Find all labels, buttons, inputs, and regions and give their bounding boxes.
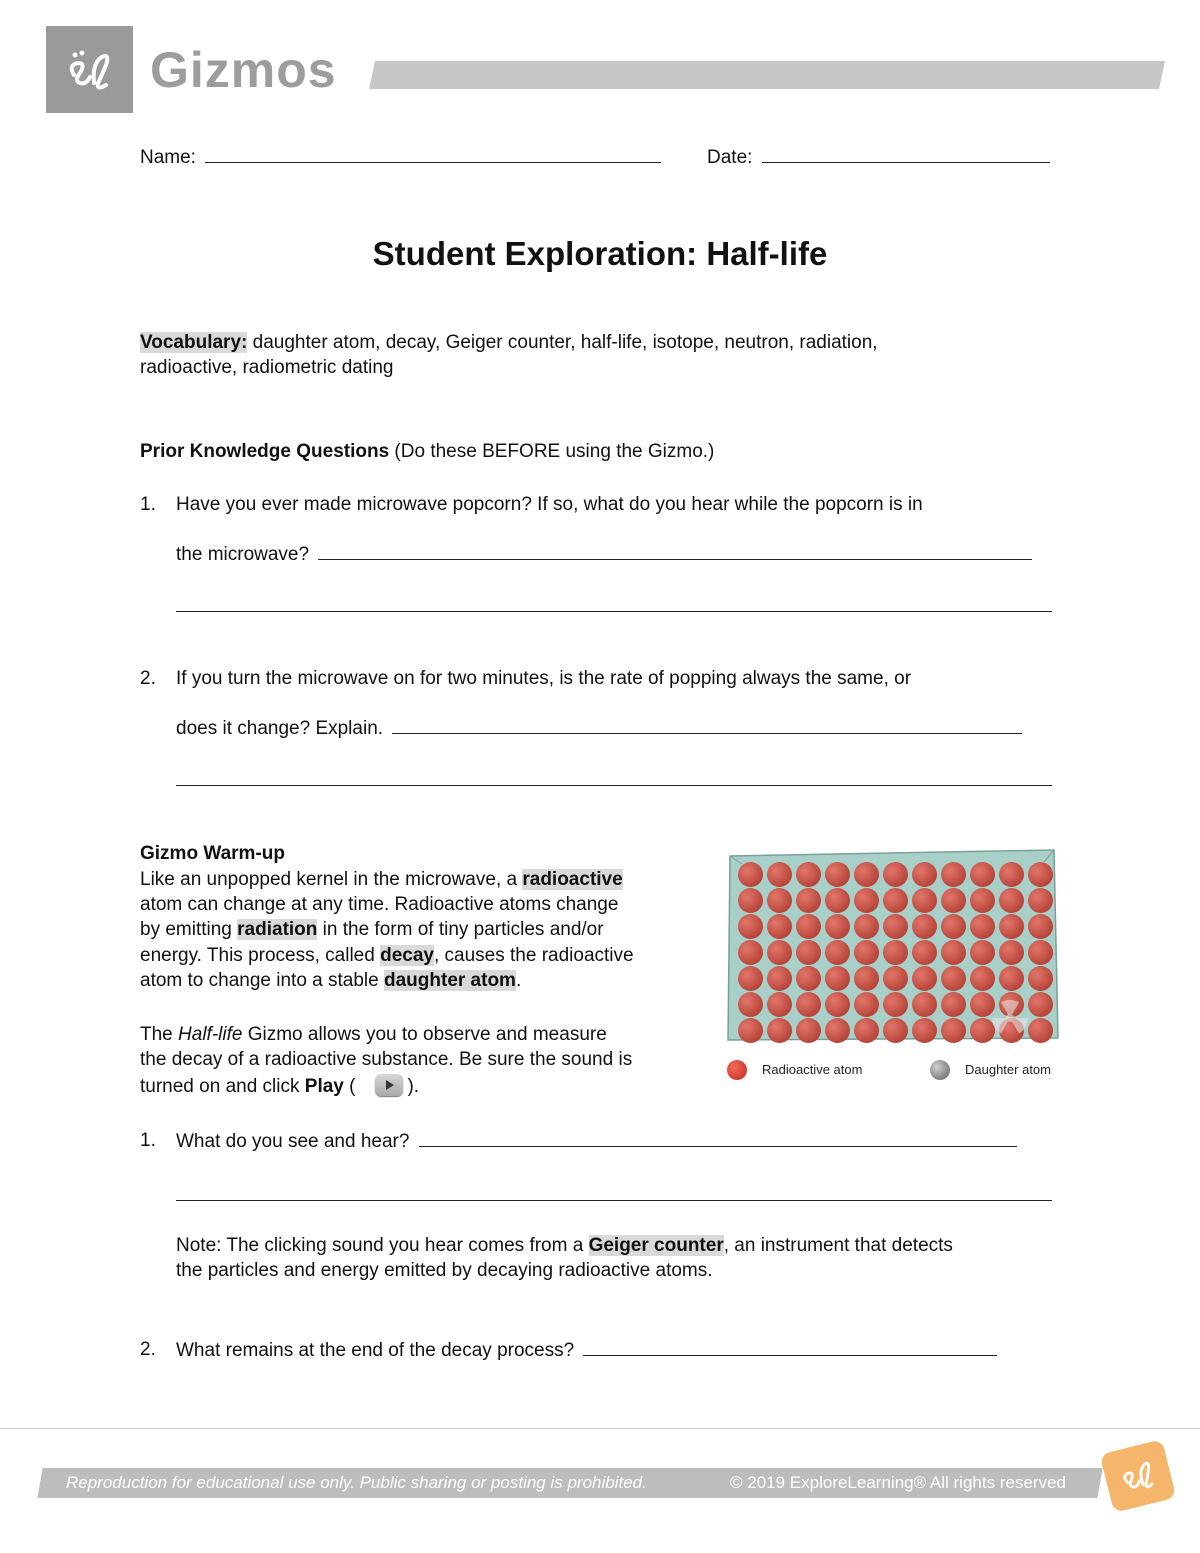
warmup-q1-answer-line[interactable] <box>176 1200 1052 1201</box>
radioactive-atom <box>825 1018 850 1043</box>
radioactive-atom <box>941 966 966 991</box>
warmup-text: Gizmo allows you to observe and measure <box>242 1024 607 1045</box>
prior-heading-note: (Do these BEFORE using the Gizmo.) <box>389 441 715 462</box>
radioactive-atom <box>796 992 821 1017</box>
warmup-line-7: the decay of a radioactive substance. Be sure the sound is <box>140 1049 633 1070</box>
term-half-life: Half-life <box>178 1024 243 1045</box>
radioactive-atom <box>1028 1018 1053 1043</box>
radioactive-atom <box>796 966 821 991</box>
prior-q1-text: Have you ever made microwave popcorn? If so, what do you hear while the popcorn is in <box>176 494 923 515</box>
term-decay: decay <box>380 945 434 966</box>
radioactive-atom <box>738 940 763 965</box>
radioactive-atom <box>767 940 792 965</box>
warmup-line-5 <box>140 968 521 993</box>
explorelearning-logo-icon <box>60 45 120 95</box>
prior-q1-text-2: the microwave? <box>176 544 310 565</box>
term-radiation: radiation <box>237 919 318 940</box>
warmup-text: by emitting <box>140 919 238 940</box>
warmup-note-text: , an instrument that detects <box>723 1235 953 1256</box>
term-geiger-counter: Geiger counter <box>588 1235 724 1256</box>
warmup-heading: Gizmo Warm-up <box>140 843 285 864</box>
prior-q1-number: 1. <box>140 494 156 515</box>
warmup-q1-answer-blank[interactable] <box>419 1128 1017 1147</box>
radioactive-atom <box>1028 940 1053 965</box>
prior-q1-answer-blank[interactable] <box>318 541 1032 560</box>
radioactive-atom <box>854 888 879 913</box>
radioactive-atom <box>796 914 821 939</box>
radioactive-atom <box>970 940 995 965</box>
term-daughter-atom: daughter atom <box>384 970 516 991</box>
gizmos-logo <box>46 26 133 113</box>
warmup-text: ( <box>343 1076 356 1097</box>
term-radioactive: radioactive <box>522 869 623 890</box>
radioactive-atom <box>970 966 995 991</box>
radioactive-atom <box>854 992 879 1017</box>
warmup-q1-number: 1. <box>140 1130 156 1151</box>
gizmo-atom-figure <box>724 848 1060 1044</box>
radioactive-atom <box>941 888 966 913</box>
radioactive-atom <box>1028 888 1053 913</box>
radioactive-atom <box>999 966 1024 991</box>
radioactive-atom <box>767 966 792 991</box>
warmup-text: atom to change into a stable <box>140 970 384 991</box>
radioactive-atom <box>883 914 908 939</box>
radioactive-atom <box>970 862 995 887</box>
brand-title: Gizmos <box>150 42 337 98</box>
radioactive-atom <box>796 862 821 887</box>
warmup-q2-answer-blank[interactable] <box>583 1337 997 1356</box>
radioactive-atom <box>912 914 937 939</box>
footer-logo-icon <box>1100 1439 1177 1513</box>
warmup-line-8 <box>140 1074 419 1099</box>
radioactive-atom <box>825 966 850 991</box>
footer-copyright: © 2019 ExploreLearning® All rights reserved <box>730 1473 1066 1492</box>
warmup-q2 <box>176 1337 997 1363</box>
name-blank[interactable] <box>205 144 661 163</box>
radioactive-atom <box>854 914 879 939</box>
radioactive-atom <box>767 1018 792 1043</box>
radioactive-atom <box>767 914 792 939</box>
footer-reproduction-notice: Reproduction for educational use only. Public sharing or posting is prohibited. <box>66 1473 647 1492</box>
radioactive-atom <box>999 862 1024 887</box>
radioactive-atom <box>738 914 763 939</box>
name-label: Name: <box>140 147 196 168</box>
explorelearning-footer-icon <box>1112 1451 1164 1500</box>
prior-q2-text: If you turn the microwave on for two minutes, is the rate of popping always the same, or <box>176 668 912 689</box>
radioactive-atom <box>912 992 937 1017</box>
radioactive-atom <box>970 1018 995 1043</box>
warmup-text: . <box>515 970 522 991</box>
prior-q2-answer-line[interactable] <box>176 785 1052 786</box>
radioactive-atom <box>825 992 850 1017</box>
radioactive-atom <box>883 992 908 1017</box>
vocabulary-text-1: daughter atom, decay, Geiger counter, half-life, isotope, neutron, radiation, <box>247 332 878 353</box>
radioactive-atom <box>883 862 908 887</box>
prior-q2-answer-blank[interactable] <box>392 715 1022 734</box>
radioactive-atom <box>854 862 879 887</box>
radioactive-atom <box>883 888 908 913</box>
warmup-note-line-2: the particles and energy emitted by decaying radioactive atoms. <box>176 1260 713 1281</box>
prior-knowledge-heading <box>140 439 714 464</box>
radioactive-atom <box>767 888 792 913</box>
radioactive-atom <box>970 992 995 1017</box>
footer-divider <box>0 1428 1200 1429</box>
radioactive-atom <box>1028 914 1053 939</box>
warmup-text: The <box>140 1024 179 1045</box>
radioactive-atom <box>912 940 937 965</box>
radioactive-atom <box>767 862 792 887</box>
radioactive-atom <box>825 914 850 939</box>
daughter-atom-legend-icon <box>930 1060 950 1080</box>
radioactive-atom <box>912 966 937 991</box>
page-title: Student Exploration: Half-life <box>372 235 828 272</box>
radioactive-atom <box>854 940 879 965</box>
warmup-q1 <box>176 1128 1017 1154</box>
header-bar <box>369 61 1165 89</box>
radioactive-atom <box>796 940 821 965</box>
radioactive-atom <box>825 940 850 965</box>
warmup-q2-number: 2. <box>140 1339 156 1360</box>
radioactive-atom <box>738 862 763 887</box>
radioactive-atom <box>883 1018 908 1043</box>
radioactive-atom <box>854 1018 879 1043</box>
radioactive-atom <box>854 966 879 991</box>
warmup-line-3 <box>140 917 604 942</box>
radioactive-atom <box>1028 992 1053 1017</box>
radioactive-atom <box>738 992 763 1017</box>
radioactive-atom <box>912 888 937 913</box>
radioactive-atom <box>941 862 966 887</box>
prior-q2-line2 <box>176 715 1022 741</box>
radioactive-atom <box>970 914 995 939</box>
radioactive-atom <box>912 862 937 887</box>
vocabulary-line-2: radioactive, radiometric dating <box>140 357 394 378</box>
date-field <box>707 144 1050 170</box>
date-blank[interactable] <box>762 144 1050 163</box>
prior-q2-number: 2. <box>140 668 156 689</box>
radioactive-atom <box>883 966 908 991</box>
radioactive-atom <box>1028 966 1053 991</box>
warmup-text: , causes the radioactive <box>433 945 634 966</box>
warmup-text: turned on and click <box>140 1076 305 1097</box>
radioactive-atom <box>825 888 850 913</box>
warmup-text: energy. This process, called <box>140 945 381 966</box>
warmup-text: ). <box>407 1076 420 1097</box>
radioactive-atom <box>941 1018 966 1043</box>
radioactive-atom <box>999 940 1024 965</box>
radioactive-atom <box>941 940 966 965</box>
play-icon <box>375 1074 403 1096</box>
warmup-q1-text: What do you see and hear? <box>176 1131 410 1152</box>
radioactive-atom <box>738 1018 763 1043</box>
radioactive-atom-legend-icon <box>727 1060 747 1080</box>
radioactive-atom <box>999 888 1024 913</box>
legend-radioactive: Radioactive atom <box>762 1062 863 1077</box>
prior-q1-answer-line[interactable] <box>176 611 1052 612</box>
warmup-note-text: Note: The clicking sound you hear comes from a <box>176 1235 589 1256</box>
radioactive-atom <box>738 966 763 991</box>
radioactive-atom <box>941 992 966 1017</box>
radioactive-atom <box>883 940 908 965</box>
radioactive-atom <box>796 888 821 913</box>
vocabulary-label: Vocabulary: <box>140 332 248 353</box>
name-field <box>140 144 661 170</box>
radioactive-atom <box>912 1018 937 1043</box>
play-label: Play <box>304 1076 344 1097</box>
legend-daughter: Daughter atom <box>965 1062 1051 1077</box>
radioactive-atom <box>970 888 995 913</box>
warmup-line-1 <box>140 867 623 892</box>
warmup-line-6 <box>140 1022 607 1047</box>
prior-q2-text-2: does it change? Explain. <box>176 718 384 739</box>
prior-heading-label: Prior Knowledge Questions <box>140 441 390 462</box>
radioactive-atom <box>941 914 966 939</box>
radioactive-atom <box>767 992 792 1017</box>
radioactive-atom <box>796 1018 821 1043</box>
date-label: Date: <box>707 147 753 168</box>
prior-q1-line2 <box>176 541 1032 567</box>
atom-grid-image <box>724 848 1060 1044</box>
warmup-line-2: atom can change at any time. Radioactive atoms change <box>140 894 619 915</box>
radioactive-atom <box>999 914 1024 939</box>
warmup-line-4 <box>140 943 634 968</box>
warmup-note-line-1 <box>176 1233 953 1258</box>
warmup-text: Like an unpopped kernel in the microwave, a <box>140 869 523 890</box>
warmup-text: in the form of tiny particles and/or <box>317 919 604 940</box>
vocabulary-line-1 <box>140 330 878 355</box>
radioactive-atom <box>738 888 763 913</box>
radioactive-atom <box>1028 862 1053 887</box>
radioactive-atom <box>825 862 850 887</box>
warmup-q2-text: What remains at the end of the decay process? <box>176 1340 575 1361</box>
